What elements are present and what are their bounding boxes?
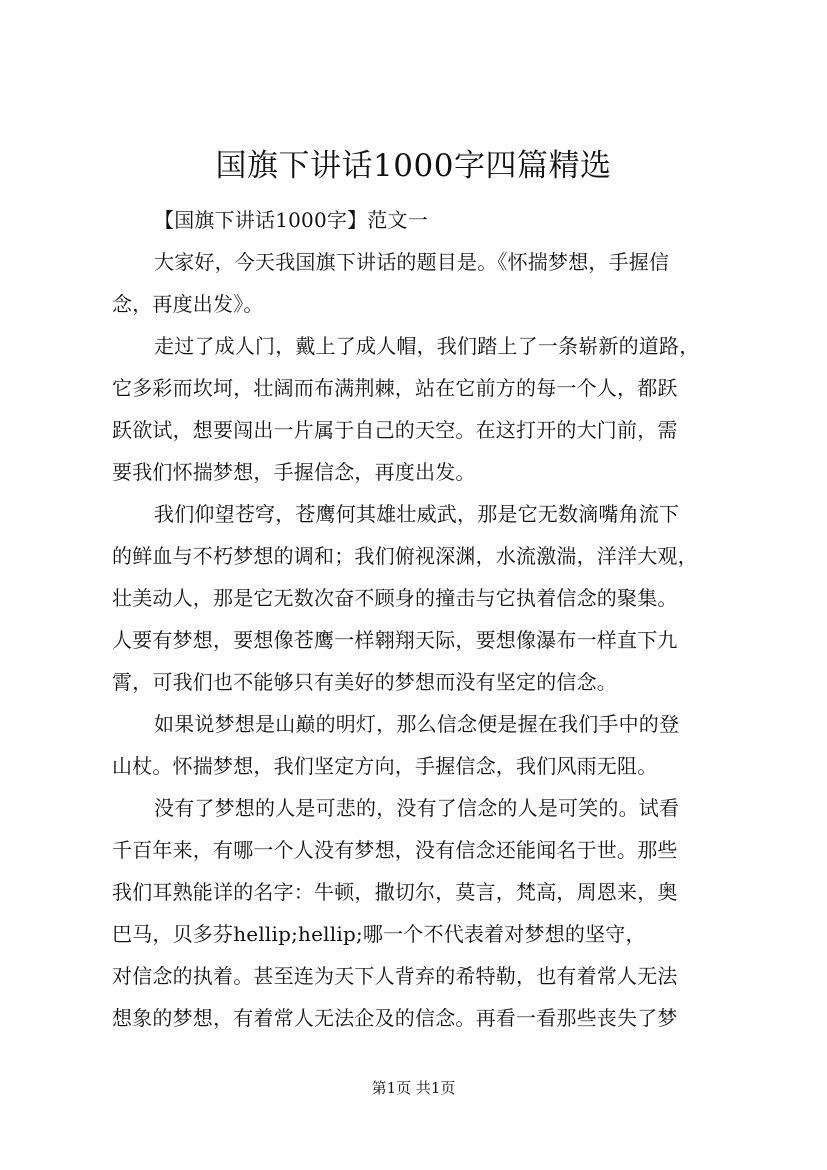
paragraph-line: 我们仰望苍穹，苍鹰何其雄壮威武，那是它无数滴嘴角流下 [154, 502, 680, 526]
paragraph-line: 的鲜血与不朽梦想的调和；我们俯视深渊，水流激湍，洋洋大观， [112, 544, 698, 568]
paragraph-line: 跃欲试，想要闯出一片属于自己的天空。在这打开的大门前，需 [112, 418, 678, 442]
paragraph-line: 人要有梦想，要想像苍鹰一样翱翔天际，要想像瀑布一样直下九 [112, 628, 678, 652]
paragraph-line: 对信念的执着。甚至连为天下人背弃的希特勒，也有着常人无法 [112, 964, 678, 988]
paragraph-line: 山杖。怀揣梦想，我们坚定方向，手握信念，我们风雨无阻。 [112, 754, 658, 778]
paragraph-line: 巴马，贝多芬hellip;hellip;哪一个不代表着对梦想的坚守， [112, 922, 646, 946]
section-heading: 【国旗下讲话1000字】范文一 [154, 208, 428, 232]
page-footer: 第1页 共1页 [371, 1079, 456, 1097]
paragraph-line: 念，再度出发》。 [112, 292, 264, 316]
paragraph-line: 千百年来，有哪一个人没有梦想，没有信念还能闻名于世。那些 [112, 838, 678, 862]
paragraph-line: 想象的梦想，有着常人无法企及的信念。再看一看那些丧失了梦 [112, 1006, 678, 1030]
paragraph-line: 它多彩而坎坷，壮阔而布满荆棘，站在它前方的每一个人，都跃 [112, 376, 678, 400]
paragraph-line: 走过了成人门，戴上了成人帽，我们踏上了一条崭新的道路， [154, 334, 700, 358]
paragraph-line: 壮美动人，那是它无数次奋不顾身的撞击与它执着信念的聚集。 [112, 586, 678, 610]
paragraph-line: 没有了梦想的人是可悲的，没有了信念的人是可笑的。试看 [154, 796, 680, 820]
paragraph-line: 如果说梦想是山巅的明灯，那么信念便是握在我们手中的登 [154, 712, 680, 736]
paragraph-line: 我们耳熟能详的名字：牛顿，撒切尔，莫言，梵高，周恩来，奥 [112, 880, 678, 904]
document-title: 国旗下讲话1000字四篇精选 [215, 148, 612, 184]
paragraph-line: 要我们怀揣梦想，手握信念，再度出发。 [112, 460, 476, 484]
document-body [112, 199, 738, 1039]
paragraph-line: 大家好，今天我国旗下讲话的题目是。《怀揣梦想，手握信 [154, 250, 670, 274]
paragraph-line: 霄，可我们也不能够只有美好的梦想而没有坚定的信念。 [112, 670, 617, 694]
